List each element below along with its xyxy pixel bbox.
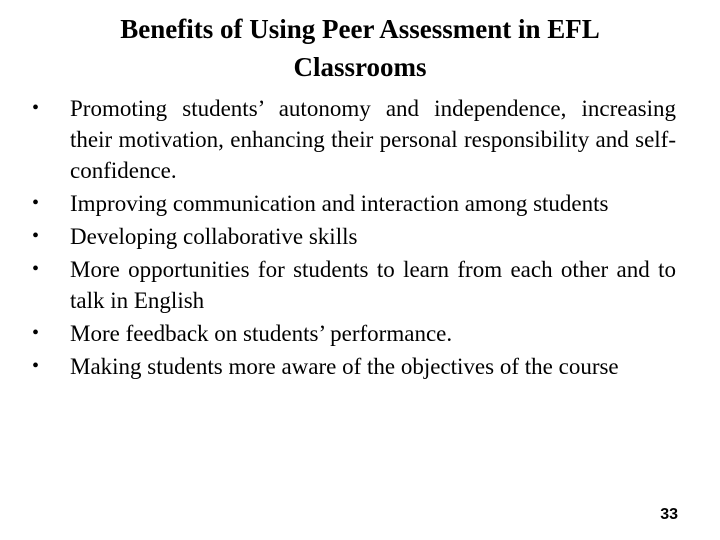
bullet-item — [28, 318, 676, 349]
bullet-dot-icon: • — [32, 355, 40, 377]
slide-title-line-1: Benefits of Using Peer Assessment in EFL — [120, 14, 600, 44]
bullet-item — [28, 188, 676, 219]
bullet-text: Making students more aware of the objectives of the course — [70, 354, 619, 379]
bullet-dot-icon: • — [32, 322, 40, 344]
bullet-text: Promoting students’ autonomy and independence, increasing their motivation, enhancing their personal responsibility and self-confidence. — [70, 96, 676, 183]
slide-title — [40, 10, 680, 86]
bullet-item — [28, 254, 676, 316]
bullet-text: More opportunities for students to learn from each other and to talk in English — [70, 257, 676, 313]
bullet-dot-icon: • — [32, 192, 40, 214]
bullet-item — [28, 351, 676, 382]
bullet-text: Improving communication and interaction among students — [70, 191, 609, 216]
page-number: 33 — [660, 506, 678, 523]
bullet-text: More feedback on students’ performance. — [70, 321, 453, 346]
bullet-text: Developing collaborative skills — [70, 224, 358, 249]
bullet-item — [28, 93, 676, 186]
bullet-dot-icon: • — [32, 97, 40, 119]
slide-title-line-2: Classrooms — [293, 52, 427, 82]
bullet-dot-icon: • — [32, 258, 40, 280]
bullet-list — [28, 93, 676, 384]
bullet-dot-icon: • — [32, 225, 40, 247]
bullet-item — [28, 221, 676, 252]
